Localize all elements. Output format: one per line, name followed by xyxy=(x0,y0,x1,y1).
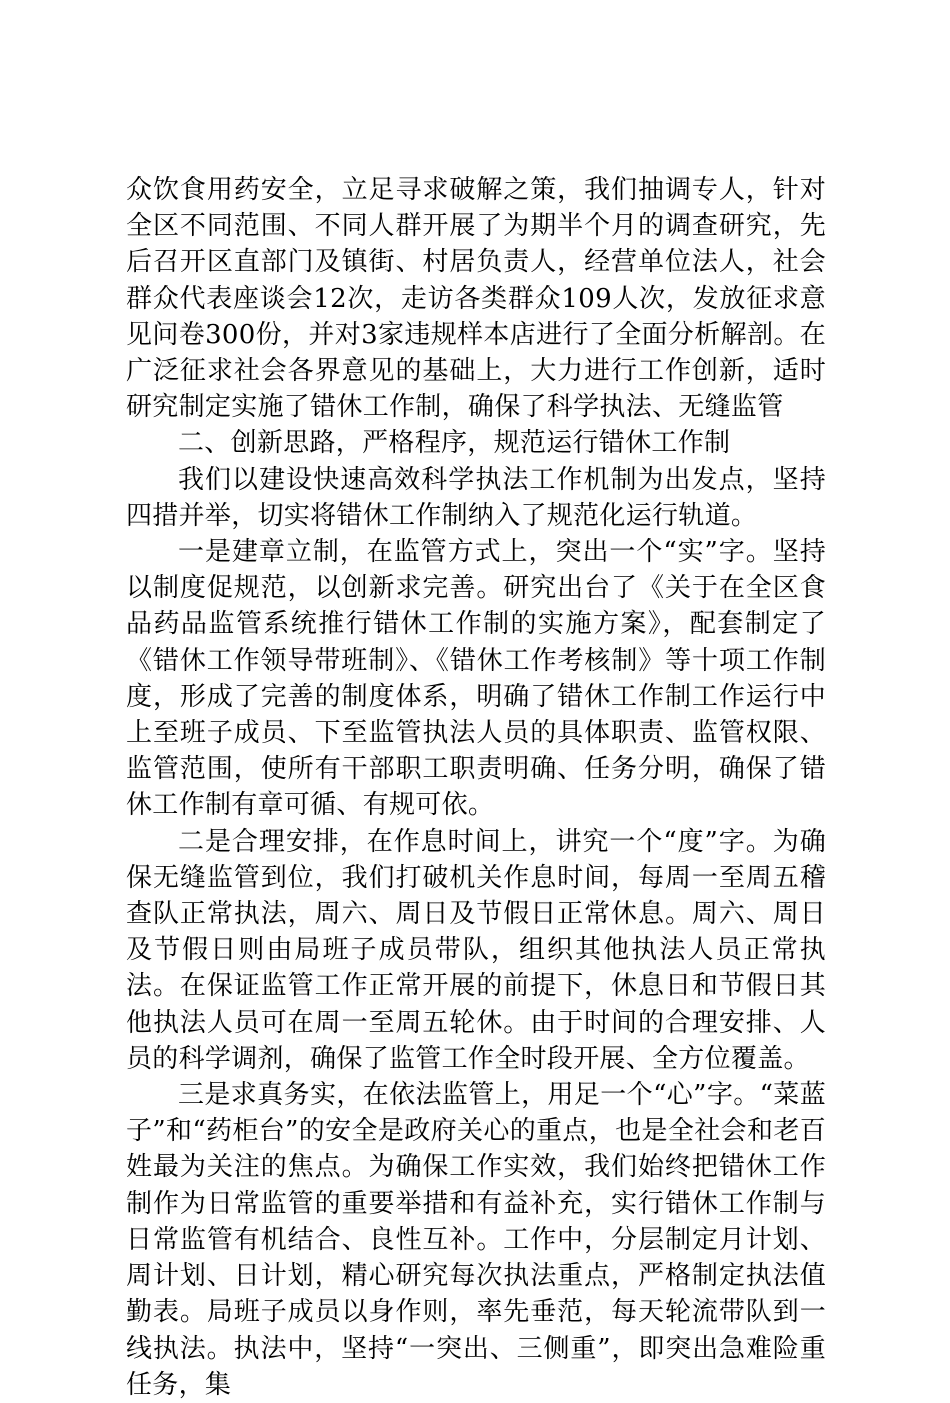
paragraph-point-three: 三是求真务实，在依法监管上，用足一个“心”字。“菜蓝子”和“药柜台”的安全是政府关心的重点，也是全社会和老百姓最为关注的焦点。为确保工作实效，我们始终把错休工作制作为日常监管的重要举措和有益补充，实行错休工作制与日常监管有机结合、良性互补。工作中，分层制定月计划、周计划、日计划，精心研究每次执法重点，严格制定执法值勤表。局班子成员以身作则，率先垂范，每天轮流带队到一线执法。执法中，坚持“一突出、三侧重”，即突出急难险重任务，集 xyxy=(126,1080,826,1400)
paragraph-point-one: 一是建章立制，在监管方式上，突出一个“实”字。坚持以制度促规范，以创新求完善。研究出台了《关于在全区食品药品监管系统推行错休工作制的实施方案》，配套制定了《错休工作领导带班制》、《错休工作考核制》等十项工作制度，形成了完善的制度体系，明确了错休工作制工作运行中上至班子成员、下至监管执法人员的具体职责、监管权限、监管范围，使所有干部职工职责明确、任务分明，确保了错休工作制有章可循、有规可依。 xyxy=(126,537,826,821)
section-heading-two: 二、创新思路，严格程序，规范运行错休工作制 xyxy=(178,428,731,459)
document-body xyxy=(126,172,826,1403)
paragraph-point-two: 二是合理安排，在作息时间上，讲究一个“度”字。为确保无缝监管到位，我们打破机关作息时间，每周一至周五稽查队正常执法，周六、周日及节假日正常休息。周六、周日及节假日则由局班子成员带队，组织其他执法人员正常执法。在保证监管工作正常开展的前提下，休息日和节假日其他执法人员可在周一至周五轮休。由于时间的合理安排、人员的科学调剂，确保了监管工作全时段开展、全方位覆盖。 xyxy=(126,826,826,1074)
paragraph-intro-continuation: 众饮食用药安全，立足寻求破解之策，我们抽调专人，针对全区不同范围、不同人群开展了为期半个月的调查研究，先后召开区直部门及镇街、村居负责人，经营单位法人，社会群众代表座谈会12次，走访各类群众109人次，发放征求意见问卷300份，并对3家违规样本店进行了全面分析解剖。在广泛征求社会各界意见的基础上，大力进行工作创新，适时研究制定实施了错休工作制，确保了科学执法、无缝监管 xyxy=(126,175,826,423)
paragraph-overview: 我们以建设快速高效科学执法工作机制为出发点，坚持四措并举，切实将错休工作制纳入了规范化运行轨道。 xyxy=(126,464,826,531)
